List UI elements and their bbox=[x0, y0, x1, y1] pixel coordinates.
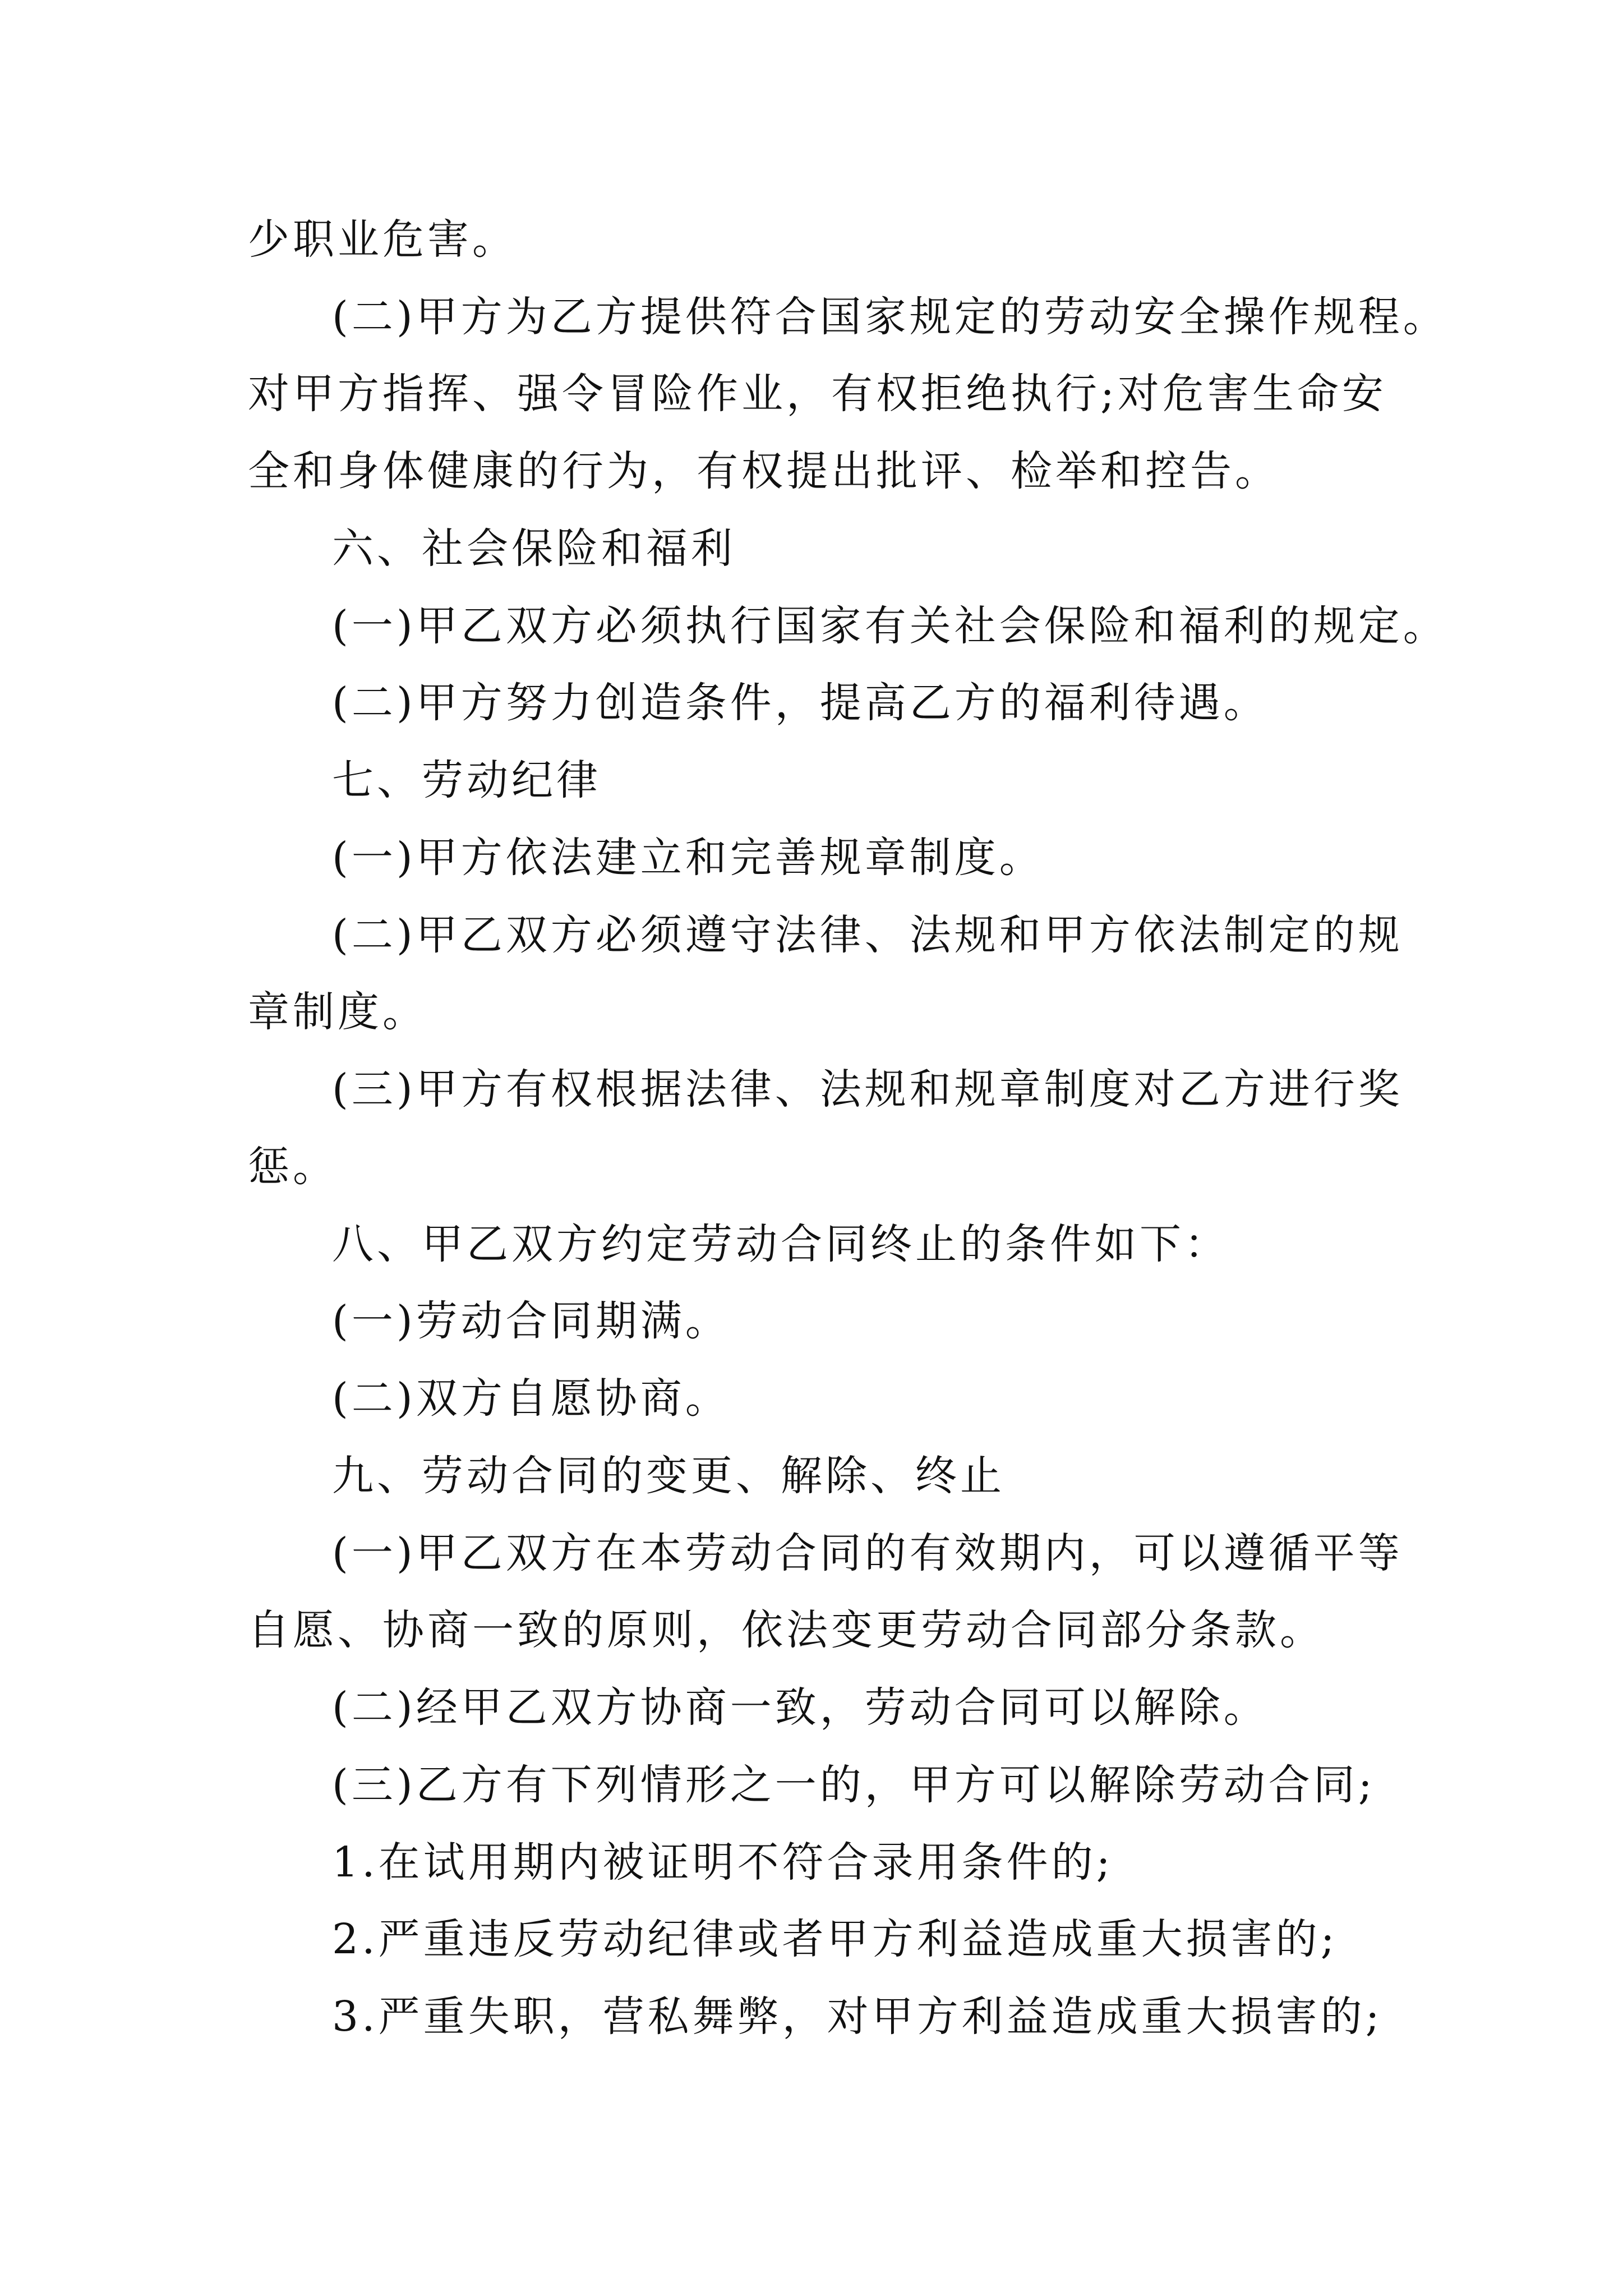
section-heading: 八、甲乙双方约定劳动合同终止的条件如下： bbox=[332, 1220, 1229, 1268]
text-line: 少职业危害。 bbox=[248, 215, 517, 264]
text-line: (一)甲乙双方在本劳动合同的有效期内，可以遵循平等 bbox=[332, 1529, 1403, 1577]
text-line: 章制度。 bbox=[248, 988, 427, 1036]
section-heading: 七、劳动纪律 bbox=[332, 756, 601, 804]
text-line: 全和身体健康的行为，有权提出批评、检举和控告。 bbox=[248, 447, 1280, 495]
list-item: 3.严重失职，营私舞弊，对甲方利益造成重大损害的; bbox=[332, 1993, 1383, 2041]
text-line: (二)经甲乙双方协商一致，劳动合同可以解除。 bbox=[332, 1683, 1269, 1732]
text-line: (三)甲方有权根据法律、法规和规章制度对乙方进行奖 bbox=[332, 1065, 1403, 1114]
text-line: 对甲方指挥、强令冒险作业，有权拒绝执行;对危害生命安 bbox=[248, 370, 1387, 418]
text-line: 自愿、协商一致的原则，依法变更劳动合同部分条款。 bbox=[248, 1606, 1325, 1654]
text-line: (二)甲乙双方必须遵守法律、法规和甲方依法制定的规 bbox=[332, 911, 1403, 959]
text-line: 惩。 bbox=[248, 1143, 338, 1191]
text-line: (一)劳动合同期满。 bbox=[332, 1297, 730, 1345]
text-line: (二)双方自愿协商。 bbox=[332, 1374, 730, 1423]
list-item: 1.在试用期内被证明不符合录用条件的; bbox=[332, 1838, 1114, 1887]
list-item: 2.严重违反劳动纪律或者甲方利益造成重大损害的; bbox=[332, 1915, 1338, 1963]
text-line: (一)甲乙双方必须执行国家有关社会保险和福利的规定。 bbox=[332, 602, 1448, 650]
section-heading: 九、劳动合同的变更、解除、终止 bbox=[332, 1452, 1005, 1500]
text-line: (一)甲方依法建立和完善规章制度。 bbox=[332, 834, 1044, 882]
section-heading: 六、社会保险和福利 bbox=[332, 524, 736, 573]
text-line: (二)甲方努力创造条件，提高乙方的福利待遇。 bbox=[332, 679, 1269, 727]
text-line: (三)乙方有下列情形之一的，甲方可以解除劳动合同; bbox=[332, 1761, 1376, 1809]
text-line: (二)甲方为乙方提供符合国家规定的劳动安全操作规程。 bbox=[332, 293, 1448, 341]
